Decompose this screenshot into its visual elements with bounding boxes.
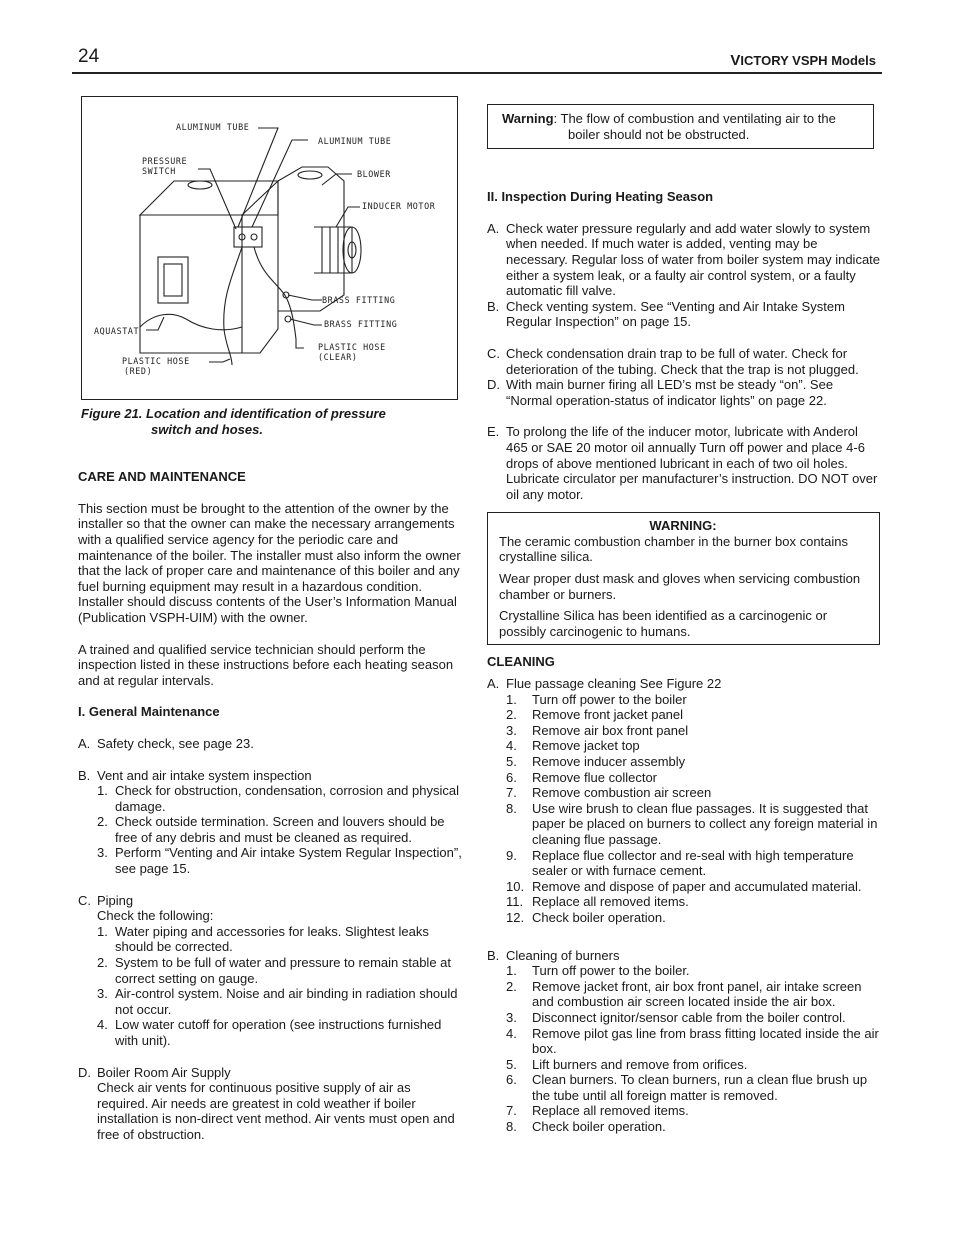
general-item-a: A. Safety check, see page 23.	[78, 735, 254, 751]
label-plastic-hose-red-1: PLASTIC HOSE	[122, 356, 190, 366]
list-item: 1. Turn off power to the boiler	[506, 691, 687, 707]
figure-caption-line-2: switch and hoses.	[151, 421, 263, 437]
header-title-brand: ICTORY VSPH	[740, 53, 828, 68]
list-item: 9. Replace flue collector and re-seal with high temperature sealer or with furnace cement.	[506, 847, 854, 879]
hose-red	[224, 247, 242, 365]
pressure-switch	[234, 227, 262, 247]
warning-label: Warning	[502, 111, 554, 126]
label-pressure-switch-1: PRESSURE	[142, 156, 188, 166]
list-item: C. Check condensation drain trap to be full of water. Check for deterioration of the tubing. Check that the trap is not plugged.	[487, 345, 859, 377]
list-item: 8. Use wire brush to clean flue passages. It is suggested that paper be placed on burners to collect any foreign material in cleaning flue passage.	[506, 800, 878, 847]
figure-caption-line-1: Figure 21. Location and identification of pressure	[81, 406, 386, 421]
blower-housing	[278, 167, 344, 311]
list-item: B. Check venting system. See “Venting and Air Intake System Regular Inspection” on page 15.	[487, 298, 845, 330]
list-item: 7. Remove combustion air screen	[506, 785, 712, 801]
header-title-initial: V	[730, 52, 741, 69]
list-item: 2. System to be full of water and pressure to remain stable at correct setting on gauge.	[97, 955, 452, 986]
pressure-switch-diagram	[82, 97, 457, 399]
inducer-motor	[314, 227, 352, 273]
header-rule	[72, 72, 882, 74]
list-item: 3. Disconnect ignitor/sensor cable from the boiler control.	[506, 1009, 846, 1025]
cleaning-item-b: B. Cleaning of burners	[487, 947, 620, 963]
cabinet-front	[140, 215, 242, 353]
warning-paragraph: The ceramic combustion chamber in the burner box contains crystalline silica.	[499, 533, 849, 565]
list-item: D. With main burner firing all LED’s mst be steady “on”. See “Normal operation-status of indicator lights” on page 22.	[487, 377, 834, 408]
list-item: 6. Remove flue collector	[506, 769, 657, 785]
general-item-d: D. Boiler Room Air Supply	[78, 1064, 231, 1080]
cleaning-item-a-list	[506, 692, 880, 926]
warning-text-1: : The flow of combustion and ventilating air to the	[553, 111, 836, 126]
list-item: E. To prolong the life of the inducer motor, lubricate with Anderol 465 or SAE 20 motor oil annually Turn off power and place 4-6 drops of above mentioned lubricant in each of two oil holes. Lubricate circulator per manufacturer’s instruction. DO NOT over oil any motor.	[487, 424, 878, 502]
general-item-b: B. Vent and air intake system inspection	[78, 767, 312, 783]
cleaning-heading: CLEANING	[487, 654, 555, 670]
general-item-d-body	[97, 1080, 464, 1142]
label-plastic-hose-clear-2: (CLEAR)	[318, 352, 358, 362]
general-item-b-list	[97, 783, 464, 877]
list-item: 10. Remove and dispose of paper and accumulated material.	[506, 878, 862, 894]
list-item: A. Check water pressure regularly and add water slowly to system when needed. If much water is added, venting may be necessary. Regular loss of water from boiler system may indicate either a system leak, or a faulty air control system, or a faulty automatic fill valve.	[487, 220, 881, 299]
list-item: 4. Low water cutoff for operation (see instructions furnished with unit).	[97, 1017, 442, 1048]
list-item: 1. Check for obstruction, condensation, corrosion and physical damage.	[97, 783, 459, 814]
list-item: 3. Remove air box front panel	[506, 722, 689, 738]
general-item-c: C. Piping	[78, 892, 134, 908]
label-aluminum-tube-2: ALUMINUM TUBE	[318, 136, 392, 146]
inspection-heading: II. Inspection During Heating Season	[487, 189, 714, 205]
air-supply-text: Check air vents for continuous positive supply of air as required. Air needs are greatest in cold weather if boiler installation is non-direct vent method. Air vents must open and free of obstruction.	[97, 1080, 455, 1142]
cabinet-side	[242, 181, 278, 353]
label-brass-fitting-1: BRASS FITTING	[322, 295, 396, 305]
care-paragraph-2: A trained and qualified service technician should perform the inspection listed in these instructions before each heating season and at regular intervals.	[78, 641, 454, 688]
list-item: 2. Remove jacket front, air box front panel, air intake screen and combustion air screen located inside the air box.	[506, 978, 862, 1010]
warning-box-airflow	[487, 104, 874, 149]
figure-21	[81, 96, 458, 400]
list-item: 12. Check boiler operation.	[506, 909, 666, 925]
hose-clear	[254, 247, 296, 339]
list-item: 4. Remove pilot gas line from brass fitting located inside the air box.	[506, 1025, 879, 1057]
list-item: 5. Remove inducer assembly	[506, 754, 686, 769]
list-item: 7. Replace all removed items.	[506, 1103, 689, 1119]
label-plastic-hose-red-2: (RED)	[124, 366, 153, 376]
list-item: 1. Water piping and accessories for leaks. Slightest leaks should be corrected.	[97, 923, 429, 955]
cleaning-item-a: A. Flue passage cleaning See Figure 22	[487, 676, 722, 692]
cabinet-top	[140, 181, 278, 215]
warning-paragraph: Crystalline Silica has been identified as a carcinogenic or possibly carcinogenic to humans.	[499, 608, 828, 639]
left-column	[78, 96, 464, 1143]
label-plastic-hose-clear-1: PLASTIC HOSE	[318, 342, 386, 352]
care-paragraph-1: This section must be brought to the attention of the owner by the installer so that the owner can make the necessary arrangements with a qualified service agency for the periodic care and maintenance of the boiler. The installer must also inform the owner that the lack of proper care and maintenance of this boiler and any fuel burning equipment may result in a hazardous condition. Installer should discuss contents of the User’s Information Manual (Publication VSPH-UIM) with the owner.	[78, 500, 461, 625]
care-heading: CARE AND MAINTENANCE	[78, 469, 246, 485]
label-inducer-motor: INDUCER MOTOR	[362, 201, 436, 211]
list-item: 3. Air-control system. Noise and air binding in radiation should not occur.	[97, 986, 458, 1017]
general-item-c-list	[97, 908, 464, 1048]
warning-box-silica	[487, 512, 880, 645]
list-item: 3. Perform “Venting and Air intake System Regular Inspection”, see page 15.	[97, 845, 462, 877]
right-column	[487, 104, 880, 1135]
header-title	[730, 52, 876, 69]
figure-caption	[81, 406, 464, 437]
list-item: 2. Remove front jacket panel	[506, 707, 684, 723]
header-title-suffix: Models	[831, 53, 876, 68]
warning-title: WARNING:	[649, 518, 717, 534]
label-brass-fitting-2: BRASS FITTING	[324, 319, 398, 329]
warning-text-2: boiler should not be obstructed.	[568, 126, 750, 142]
list-item: 11. Replace all removed items.	[506, 894, 689, 910]
page-number: 24	[78, 46, 100, 67]
label-aquastat: AQUASTAT	[94, 326, 140, 336]
inspection-list	[487, 221, 880, 503]
general-maintenance-heading: I. General Maintenance	[78, 704, 220, 720]
label-aluminum-tube-1: ALUMINUM TUBE	[176, 122, 250, 132]
list-item: 1. Turn off power to the boiler.	[506, 963, 690, 979]
list-item: 8. Check boiler operation.	[506, 1119, 666, 1135]
label-pressure-switch-2: SWITCH	[142, 166, 176, 176]
warning-paragraph: Wear proper dust mask and gloves when servicing combustion chamber or burners.	[499, 571, 861, 602]
list-item: 4. Remove jacket top	[506, 738, 640, 754]
list-item: 5. Lift burners and remove from orifices.	[506, 1056, 748, 1072]
list-item: 6. Clean burners. To clean burners, run a clean flue brush up the tube until all foreign matter is removed.	[506, 1072, 868, 1103]
cleaning-item-b-list	[506, 963, 880, 1135]
list-item: 2. Check outside termination. Screen and louvers should be free of any debris and must be cleaned as required.	[97, 814, 445, 845]
piping-intro: Check the following:	[97, 908, 214, 924]
label-blower: BLOWER	[357, 169, 391, 179]
